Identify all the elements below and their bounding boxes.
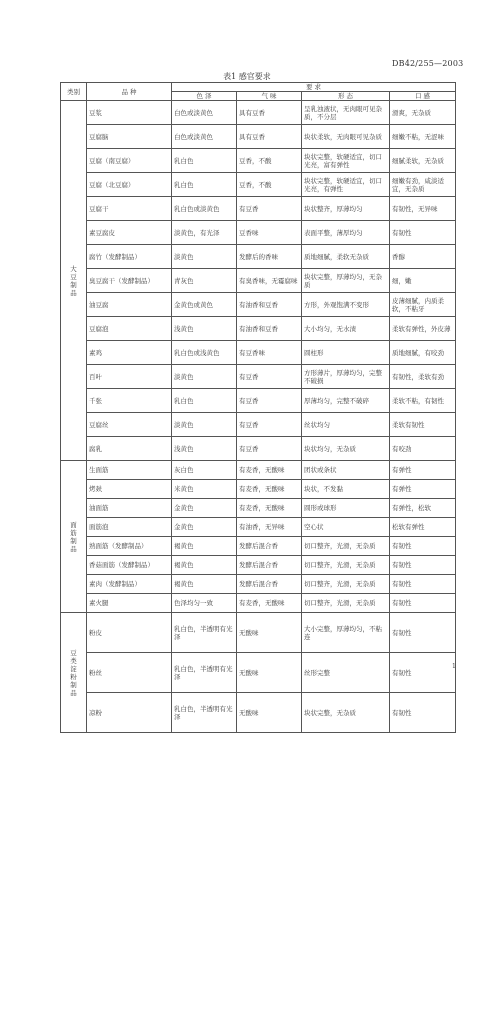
table-row [61, 653, 456, 693]
table-row [61, 480, 456, 499]
variety-cell: 豆腐脑 [87, 125, 172, 149]
table-row [61, 389, 456, 413]
aroma-cell: 有豆香 [237, 389, 302, 413]
form-cell: 切口整齐，光滑，无杂质 [302, 594, 390, 613]
color-cell: 乳白色，半透明有光泽 [172, 693, 237, 733]
category-cell [61, 613, 87, 733]
table-row [61, 101, 456, 125]
color-cell: 白色或淡黄色 [172, 125, 237, 149]
variety-cell: 豆腐干 [87, 197, 172, 221]
form-cell: 块状柔软，无肉眼可见杂质 [302, 125, 390, 149]
aroma-cell: 有麦香，无酸味 [237, 480, 302, 499]
variety-cell: 素豆腐皮 [87, 221, 172, 245]
category-label: 豆类淀粉制品 [70, 648, 77, 697]
form-cell: 大小均匀，无水渍 [302, 317, 390, 341]
taste-cell: 有韧性 [390, 653, 456, 693]
color-cell: 青灰色 [172, 269, 237, 293]
table-row [61, 613, 456, 653]
color-cell: 乳白色 [172, 389, 237, 413]
color-cell: 灰白色 [172, 461, 237, 480]
form-cell: 厚薄均匀，完整不破碎 [302, 389, 390, 413]
color-cell: 乳白色 [172, 173, 237, 197]
taste-cell: 有韧性 [390, 556, 456, 575]
aroma-cell: 发酵后混合香 [237, 537, 302, 556]
variety-cell: 百叶 [87, 365, 172, 389]
form-cell: 块状整齐，厚薄均匀 [302, 197, 390, 221]
variety-cell: 香菇面筋（发酵制品） [87, 556, 172, 575]
form-cell: 切口整齐，光滑，无杂质 [302, 575, 390, 594]
taste-cell: 有咬劲 [390, 437, 456, 461]
color-cell: 金黄色 [172, 499, 237, 518]
color-cell: 淡黄色 [172, 365, 237, 389]
aroma-cell: 无酸味 [237, 613, 302, 653]
aroma-cell: 有油香，无异味 [237, 518, 302, 537]
aroma-cell: 无酸味 [237, 693, 302, 733]
form-cell: 团状或条状 [302, 461, 390, 480]
variety-cell: 油面筋 [87, 499, 172, 518]
color-cell: 乳白色或浅黄色 [172, 341, 237, 365]
variety-cell: 面筋泡 [87, 518, 172, 537]
variety-cell: 素火腿 [87, 594, 172, 613]
form-cell: 丝形完整 [302, 653, 390, 693]
taste-cell: 有弹性，松软 [390, 499, 456, 518]
taste-cell: 细腻柔软，无杂质 [390, 149, 456, 173]
taste-cell: 有韧性 [390, 613, 456, 653]
form-cell: 圆形或球形 [302, 499, 390, 518]
header-category: 类别 [61, 83, 87, 101]
table-row [61, 341, 456, 365]
aroma-cell: 豆香，不酸 [237, 149, 302, 173]
taste-cell: 有韧性 [390, 537, 456, 556]
aroma-cell: 有豆香 [237, 365, 302, 389]
form-cell: 表面平整，薄厚均匀 [302, 221, 390, 245]
color-cell: 褐黄色 [172, 575, 237, 594]
aroma-cell: 有油香和豆香 [237, 317, 302, 341]
taste-cell: 有韧性，柔软有劲 [390, 365, 456, 389]
color-cell: 金黄色或黄色 [172, 293, 237, 317]
form-cell: 质地细腻，柔软无杂质 [302, 245, 390, 269]
table-row [61, 197, 456, 221]
form-cell: 块状完整，无杂质 [302, 693, 390, 733]
color-cell: 褐黄色 [172, 537, 237, 556]
taste-cell: 细嫩不粘，无涩味 [390, 125, 456, 149]
taste-cell: 有弹性 [390, 461, 456, 480]
variety-cell: 粉丝 [87, 653, 172, 693]
taste-cell: 松软有弹性 [390, 518, 456, 537]
aroma-cell: 有豆香 [237, 197, 302, 221]
taste-cell: 有韧性 [390, 594, 456, 613]
color-cell: 淡黄色，有光泽 [172, 221, 237, 245]
aroma-cell: 有豆香 [237, 437, 302, 461]
form-cell: 空心状 [302, 518, 390, 537]
variety-cell: 腐乳 [87, 437, 172, 461]
color-cell: 浅黄色 [172, 437, 237, 461]
taste-cell: 细，嫩 [390, 269, 456, 293]
aroma-cell: 有麦香，无酸味 [237, 461, 302, 480]
table-header [61, 83, 456, 101]
table-body [61, 101, 456, 733]
color-cell: 金黄色 [172, 518, 237, 537]
aroma-cell: 有油香和豆香 [237, 293, 302, 317]
color-cell: 白色或淡黄色 [172, 101, 237, 125]
variety-cell: 豆腐泡 [87, 317, 172, 341]
color-cell: 乳白色或淡黄色 [172, 197, 237, 221]
header-variety: 品 种 [87, 83, 172, 101]
form-cell: 块状完整，软硬适宜，切口光亮，富有弹性 [302, 149, 390, 173]
variety-cell: 油豆腐 [87, 293, 172, 317]
aroma-cell: 发酵后混合香 [237, 575, 302, 594]
aroma-cell: 有豆香 [237, 413, 302, 437]
form-cell: 大小完整，厚薄均匀，不粘连 [302, 613, 390, 653]
color-cell: 乳白色，半透明有光泽 [172, 613, 237, 653]
taste-cell: 香醇 [390, 245, 456, 269]
variety-cell: 豆浆 [87, 101, 172, 125]
taste-cell: 有韧性 [390, 693, 456, 733]
form-cell: 丝状均匀 [302, 413, 390, 437]
aroma-cell: 有臭香味，无霉腐味 [237, 269, 302, 293]
variety-cell: 豆腐（南豆腐） [87, 149, 172, 173]
form-cell: 方形薄片，厚薄均匀，完整不破损 [302, 365, 390, 389]
table-row [61, 317, 456, 341]
color-cell: 乳白色，半透明有光泽 [172, 653, 237, 693]
variety-cell: 千张 [87, 389, 172, 413]
header-group: 要 求 [172, 83, 456, 92]
table-row [61, 693, 456, 733]
taste-cell: 柔软不粘，有韧性 [390, 389, 456, 413]
color-cell: 色泽均匀一致 [172, 594, 237, 613]
color-cell: 浅黄色 [172, 317, 237, 341]
variety-cell: 豆腐（北豆腐） [87, 173, 172, 197]
variety-cell: 豆腐丝 [87, 413, 172, 437]
variety-cell: 粉皮 [87, 613, 172, 653]
variety-cell: 素鸡 [87, 341, 172, 365]
taste-cell: 皮薄细腻，内质柔软，不粘牙 [390, 293, 456, 317]
variety-cell: 烤麸 [87, 480, 172, 499]
taste-cell: 有弹性 [390, 480, 456, 499]
taste-cell: 柔软有韧性 [390, 413, 456, 437]
category-cell [61, 461, 87, 613]
table-row [61, 269, 456, 293]
variety-cell: 生面筋 [87, 461, 172, 480]
sensory-requirements-table [60, 82, 456, 733]
header-color: 色 泽 [172, 92, 237, 101]
table-title: 表1 感官要求 [223, 72, 271, 81]
form-cell: 圆柱形 [302, 341, 390, 365]
table-row [61, 556, 456, 575]
color-cell: 米黄色 [172, 480, 237, 499]
taste-cell: 滑爽，无杂质 [390, 101, 456, 125]
form-cell: 切口整齐，光滑，无杂质 [302, 556, 390, 575]
form-cell: 块状完整，厚薄均匀，无杂质 [302, 269, 390, 293]
variety-cell: 凉粉 [87, 693, 172, 733]
aroma-cell: 有豆香味 [237, 341, 302, 365]
aroma-cell: 豆香味 [237, 221, 302, 245]
table-row [61, 575, 456, 594]
taste-cell: 柔软有弹性，外皮薄 [390, 317, 456, 341]
variety-cell: 素肉（发酵制品） [87, 575, 172, 594]
category-label: 大豆制品 [70, 264, 77, 297]
table-row [61, 594, 456, 613]
header-form: 形 态 [302, 92, 390, 101]
color-cell: 淡黄色 [172, 245, 237, 269]
table-row [61, 537, 456, 556]
standard-number: DB42/255—2003 [392, 59, 464, 68]
form-cell: 块状，不发黏 [302, 480, 390, 499]
category-cell [61, 101, 87, 461]
table-row [61, 149, 456, 173]
variety-cell: 熟面筋（发酵制品） [87, 537, 172, 556]
table-row [61, 518, 456, 537]
form-cell: 方形，外观饱满不变形 [302, 293, 390, 317]
aroma-cell: 发酵后的香味 [237, 245, 302, 269]
table-row [61, 413, 456, 437]
form-cell: 块状均匀，无杂质 [302, 437, 390, 461]
color-cell: 乳白色 [172, 149, 237, 173]
edge-mark: 1 [452, 663, 456, 670]
color-cell: 褐黄色 [172, 556, 237, 575]
form-cell: 切口整齐，光滑，无杂质 [302, 537, 390, 556]
table-row [61, 437, 456, 461]
table-row [61, 245, 456, 269]
table-row [61, 221, 456, 245]
variety-cell: 臭豆腐干（发酵制品） [87, 269, 172, 293]
taste-cell: 有韧性 [390, 575, 456, 594]
header-aroma: 气 味 [237, 92, 302, 101]
taste-cell: 质地细腻，有咬劲 [390, 341, 456, 365]
aroma-cell: 有麦香，无酸味 [237, 499, 302, 518]
form-cell: 块状完整，软硬适宜，切口光亮，有弹性 [302, 173, 390, 197]
table-row [61, 461, 456, 480]
header-taste: 口 感 [390, 92, 456, 101]
aroma-cell: 发酵后混合香 [237, 556, 302, 575]
aroma-cell: 有麦香，无酸味 [237, 594, 302, 613]
variety-cell: 腐竹（发酵制品） [87, 245, 172, 269]
taste-cell: 有韧性 [390, 221, 456, 245]
aroma-cell: 具有豆香 [237, 101, 302, 125]
category-label: 面筋制品 [70, 520, 77, 553]
taste-cell: 细嫩有劲，咸淡适宜，无杂质 [390, 173, 456, 197]
aroma-cell: 豆香，不酸 [237, 173, 302, 197]
table-row [61, 293, 456, 317]
table-row [61, 125, 456, 149]
taste-cell: 有韧性，无异味 [390, 197, 456, 221]
color-cell: 淡黄色 [172, 413, 237, 437]
aroma-cell: 具有豆香 [237, 125, 302, 149]
aroma-cell: 无酸味 [237, 653, 302, 693]
table-row [61, 173, 456, 197]
table-row [61, 499, 456, 518]
form-cell: 呈乳浊液状，无肉眼可见杂质，不分层 [302, 101, 390, 125]
table-row [61, 365, 456, 389]
